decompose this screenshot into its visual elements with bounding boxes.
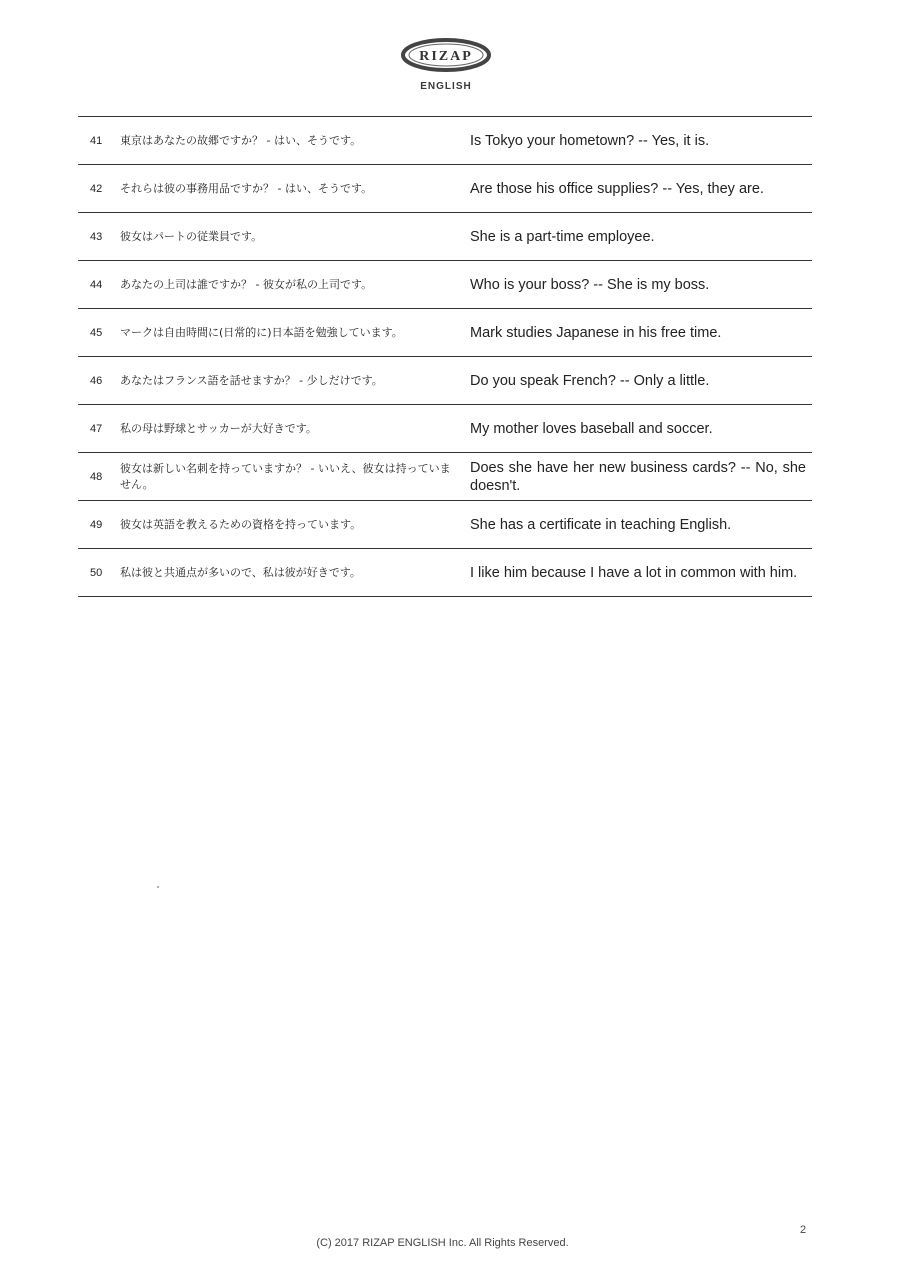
japanese-sentence: マークは自由時間に(日常的に)日本語を勉強しています。: [120, 325, 403, 339]
table-row: [78, 453, 812, 500]
japanese-sentence: 私の母は野球とサッカーが大好きです。: [120, 421, 317, 435]
table-row: [78, 501, 812, 548]
copyright-notice: (C) 2017 RIZAP ENGLISH Inc. All Rights Reserved.: [316, 1237, 569, 1249]
row-number: 43: [90, 230, 103, 243]
english-sentence: [470, 357, 806, 404]
logo-wordmark: RIZAP: [419, 49, 473, 64]
english-text: Who is your boss? -- She is my boss.: [470, 276, 710, 293]
row-number: 41: [90, 134, 103, 147]
row-number: 44: [90, 278, 103, 291]
table-row: [78, 117, 812, 164]
row-number: 46: [90, 374, 103, 387]
english-sentence: [470, 549, 806, 596]
english-text: She is a part-time employee.: [470, 228, 655, 245]
row-number: 42: [90, 182, 103, 195]
logo-subtitle: ENGLISH: [420, 81, 472, 92]
table-row: [78, 549, 812, 596]
row-number: 50: [90, 566, 103, 579]
english-sentence: [470, 165, 806, 212]
english-text: Is Tokyo your hometown? -- Yes, it is.: [470, 132, 710, 149]
english-text: Mark studies Japanese in his free time.: [470, 324, 722, 341]
japanese-sentence: 東京はあなたの故郷ですか？ - はい、そうです。: [120, 133, 362, 147]
table-row: [78, 405, 812, 452]
japanese-sentence: あなたの上司は誰ですか？ - 彼女が私の上司です。: [120, 277, 373, 291]
japanese-sentence: 彼女はパートの従業員です。: [120, 229, 263, 243]
page-number: 2: [800, 1224, 807, 1236]
table-row: [78, 261, 812, 308]
row-number: 45: [90, 326, 103, 339]
scan-speck: [157, 886, 159, 888]
english-text: I like him because I have a lot in common with him.: [470, 564, 798, 581]
row-number: 47: [90, 422, 103, 435]
table-row: [78, 357, 812, 404]
row-number: 48: [90, 470, 103, 483]
english-text: Are those his office supplies? -- Yes, they are.: [470, 180, 764, 197]
english-sentence: [470, 453, 806, 500]
japanese-sentence: 彼女は新しい名刺を持っていますか？ - いいえ、彼女は持っていません。: [120, 461, 451, 491]
row-number: 49: [90, 518, 103, 531]
english-text: She has a certificate in teaching English.: [470, 516, 732, 533]
english-sentence: [470, 261, 806, 308]
japanese-sentence: 彼女は英語を教えるための資格を持っています。: [120, 517, 362, 531]
english-text: My mother loves baseball and soccer.: [470, 420, 713, 437]
english-sentence: [470, 117, 806, 164]
phrase-table: [78, 116, 812, 597]
english-text: Do you speak French? -- Only a little.: [470, 372, 710, 389]
table-row: [78, 309, 812, 356]
japanese-sentence: あなたはフランス語を話せますか？ - 少しだけです。: [120, 373, 383, 387]
english-sentence: [470, 213, 806, 260]
japanese-sentence: それらは彼の事務用品ですか？ - はい、そうです。: [120, 181, 373, 195]
table-bottom-rule: [78, 596, 812, 597]
table-row: [78, 213, 812, 260]
english-text: Does she have her new business cards? -- No, she doesn't.: [470, 459, 806, 494]
english-sentence: [470, 501, 806, 548]
english-sentence: [470, 309, 806, 356]
japanese-sentence: 私は彼と共通点が多いので、私は彼が好きです。: [120, 565, 361, 579]
table-row: [78, 165, 812, 212]
english-sentence: [470, 405, 806, 452]
